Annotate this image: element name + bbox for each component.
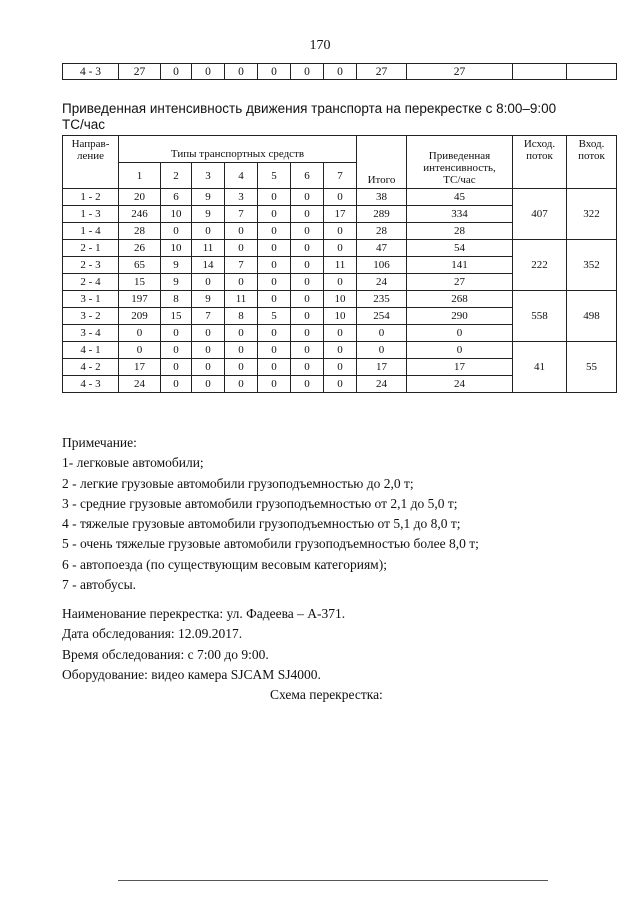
vehicle-count-cell: 0 (291, 376, 324, 393)
survey-time: Время обследования: с 7:00 до 9:00. (62, 646, 269, 662)
vehicle-count-cell: 11 (324, 257, 357, 274)
vehicle-count-cell: 14 (192, 257, 225, 274)
vehicle-count-cell: 0 (192, 359, 225, 376)
direction-cell: 3 - 1 (63, 291, 119, 308)
vehicle-count-cell: 0 (291, 274, 324, 291)
vehicle-count-cell: 0 (161, 359, 192, 376)
total-cell: 47 (357, 240, 407, 257)
direction-cell: 4 - 3 (63, 376, 119, 393)
vehicle-count-cell: 9 (161, 257, 192, 274)
survey-info (62, 604, 622, 705)
vehicle-count-cell: 0 (258, 257, 291, 274)
header-total: Итого (357, 136, 407, 189)
header-row (63, 136, 617, 163)
vehicle-count-cell: 24 (119, 376, 161, 393)
incoming-flow-cell: 352 (567, 240, 617, 291)
vehicle-count-cell: 0 (258, 223, 291, 240)
header-type-3: 3 (192, 163, 225, 189)
vehicle-count-cell: 209 (119, 308, 161, 325)
header-type-4: 4 (225, 163, 258, 189)
vehicle-count-cell: 0 (192, 325, 225, 342)
table-cell: 0 (291, 64, 324, 80)
table-cell: 27 (407, 64, 513, 80)
reduced-intensity-cell: 24 (407, 376, 513, 393)
vehicle-count-cell: 8 (161, 291, 192, 308)
incoming-flow-cell: 55 (567, 342, 617, 393)
vehicle-count-cell: 5 (258, 308, 291, 325)
vehicle-count-cell: 0 (258, 240, 291, 257)
vehicle-count-cell: 10 (324, 308, 357, 325)
header-incoming-flow: Вход. поток (567, 136, 617, 189)
vehicle-count-cell: 0 (225, 240, 258, 257)
total-cell: 235 (357, 291, 407, 308)
vehicle-count-cell: 0 (324, 189, 357, 206)
vehicle-count-cell: 26 (119, 240, 161, 257)
vehicle-count-cell: 9 (161, 274, 192, 291)
outgoing-flow-cell: 41 (513, 342, 567, 393)
table-row (63, 342, 617, 359)
table-row (63, 64, 617, 80)
vehicle-count-cell: 10 (161, 240, 192, 257)
vehicle-count-cell: 3 (225, 189, 258, 206)
direction-cell: 2 - 1 (63, 240, 119, 257)
vehicle-count-cell: 0 (225, 376, 258, 393)
direction-cell: 1 - 3 (63, 206, 119, 223)
reduced-intensity-cell: 268 (407, 291, 513, 308)
header-type-7: 7 (324, 163, 357, 189)
vehicle-count-cell: 0 (291, 206, 324, 223)
outgoing-flow-cell: 222 (513, 240, 567, 291)
vehicle-count-cell: 0 (291, 223, 324, 240)
reduced-intensity-cell: 0 (407, 342, 513, 359)
table-cell: 27 (119, 64, 161, 80)
direction-cell: 4 - 1 (63, 342, 119, 359)
header-type-6: 6 (291, 163, 324, 189)
notes-section (62, 433, 622, 595)
vehicle-count-cell: 0 (161, 325, 192, 342)
header-vehicle-types: Типы транспортных средств (119, 136, 357, 163)
vehicle-count-cell: 0 (225, 274, 258, 291)
direction-cell: 2 - 3 (63, 257, 119, 274)
intersection-name: Наименование перекрестка: ул. Фадеева – А-371. (62, 606, 346, 621)
previous-table-last-row (62, 63, 617, 80)
outgoing-flow-cell: 407 (513, 189, 567, 240)
traffic-intensity-table (62, 135, 617, 393)
vehicle-count-cell: 0 (258, 274, 291, 291)
table-cell: 4 - 3 (63, 64, 119, 80)
vehicle-count-cell: 0 (161, 376, 192, 393)
vehicle-count-cell: 7 (225, 257, 258, 274)
total-cell: 24 (357, 376, 407, 393)
incoming-flow-cell: 322 (567, 189, 617, 240)
vehicle-count-cell: 0 (258, 342, 291, 359)
direction-cell: 2 - 4 (63, 274, 119, 291)
total-cell: 17 (357, 359, 407, 376)
vehicle-count-cell: 246 (119, 206, 161, 223)
direction-cell: 3 - 4 (63, 325, 119, 342)
notes-title: Примечание: (62, 435, 137, 450)
total-cell: 289 (357, 206, 407, 223)
table-cell: 0 (225, 64, 258, 80)
vehicle-count-cell: 0 (258, 291, 291, 308)
table-cell: 0 (258, 64, 291, 80)
reduced-intensity-cell: 141 (407, 257, 513, 274)
vehicle-count-cell: 17 (119, 359, 161, 376)
vehicle-count-cell: 9 (192, 206, 225, 223)
vehicle-count-cell: 9 (192, 189, 225, 206)
vehicle-count-cell: 0 (324, 240, 357, 257)
vehicle-count-cell: 7 (225, 206, 258, 223)
note-item: 3 - средние грузовые автомобили грузоподъемностью от 2,1 до 5,0 т; (62, 495, 458, 511)
reduced-intensity-cell: 17 (407, 359, 513, 376)
table-row (63, 189, 617, 206)
total-cell: 254 (357, 308, 407, 325)
incoming-flow-cell: 498 (567, 291, 617, 342)
vehicle-count-cell: 0 (258, 359, 291, 376)
vehicle-count-cell: 0 (324, 223, 357, 240)
survey-equipment: Оборудование: видео камера SJCAM SJ4000. (62, 666, 321, 682)
vehicle-count-cell: 0 (119, 325, 161, 342)
header-reduced-intensity: Приведенная интенсивность, ТС/час (407, 136, 513, 189)
vehicle-count-cell: 0 (225, 342, 258, 359)
vehicle-count-cell: 0 (161, 342, 192, 359)
vehicle-count-cell: 0 (291, 257, 324, 274)
header-outgoing-flow: Исход. поток (513, 136, 567, 189)
survey-date: Дата обследования: 12.09.2017. (62, 626, 243, 642)
intersection-scheme-label: Схема перекрестка: (270, 687, 383, 703)
reduced-intensity-cell: 334 (407, 206, 513, 223)
note-item: 7 - автобусы. (62, 577, 137, 593)
direction-cell: 1 - 4 (63, 223, 119, 240)
reduced-intensity-cell: 28 (407, 223, 513, 240)
header-type-1: 1 (119, 163, 161, 189)
vehicle-count-cell: 0 (291, 325, 324, 342)
total-cell: 24 (357, 274, 407, 291)
header-type-5: 5 (258, 163, 291, 189)
note-item: 5 - очень тяжелые грузовые автомобили грузоподъемностью более 8,0 т; (62, 536, 479, 552)
note-item: 6 - автопоезда (по существующим весовым категориям); (62, 556, 387, 572)
table-heading-title: Приведенная интенсивность движения транспорта на перекрестке с 8:00–9:00 (62, 101, 557, 116)
vehicle-count-cell: 0 (192, 274, 225, 291)
vehicle-count-cell: 15 (119, 274, 161, 291)
vehicle-count-cell: 0 (291, 189, 324, 206)
reduced-intensity-cell: 27 (407, 274, 513, 291)
vehicle-count-cell: 65 (119, 257, 161, 274)
header-type-2: 2 (161, 163, 192, 189)
vehicle-count-cell: 0 (291, 359, 324, 376)
direction-cell: 1 - 2 (63, 189, 119, 206)
vehicle-count-cell: 17 (324, 206, 357, 223)
note-item: 1- легковые автомобили; (62, 455, 204, 471)
table-cell (567, 64, 617, 80)
page-number: 170 (309, 38, 331, 53)
table-cell (513, 64, 567, 80)
vehicle-count-cell: 0 (291, 291, 324, 308)
vehicle-count-cell: 10 (161, 206, 192, 223)
vehicle-count-cell: 0 (258, 189, 291, 206)
vehicle-count-cell: 0 (324, 359, 357, 376)
vehicle-count-cell: 0 (192, 376, 225, 393)
total-cell: 0 (357, 325, 407, 342)
table-cell: 0 (324, 64, 357, 80)
vehicle-count-cell: 20 (119, 189, 161, 206)
note-item: 2 - легкие грузовые автомобили грузоподъемностью до 2,0 т; (62, 475, 414, 491)
vehicle-count-cell: 7 (192, 308, 225, 325)
table-row (63, 240, 617, 257)
table-cell: 0 (161, 64, 192, 80)
table-row (63, 291, 617, 308)
note-item: 4 - тяжелые грузовые автомобили грузоподъемностью от 5,1 до 8,0 т; (62, 516, 461, 532)
direction-cell: 4 - 2 (63, 359, 119, 376)
vehicle-count-cell: 0 (324, 274, 357, 291)
vehicle-count-cell: 0 (192, 342, 225, 359)
reduced-intensity-cell: 0 (407, 325, 513, 342)
vehicle-count-cell: 8 (225, 308, 258, 325)
vehicle-count-cell: 15 (161, 308, 192, 325)
vehicle-count-cell: 0 (258, 206, 291, 223)
direction-cell: 3 - 2 (63, 308, 119, 325)
vehicle-count-cell: 28 (119, 223, 161, 240)
vehicle-count-cell: 0 (225, 359, 258, 376)
table-cell: 0 (192, 64, 225, 80)
vehicle-count-cell: 9 (192, 291, 225, 308)
header-direction: Направ- ление (63, 136, 119, 189)
vehicle-count-cell: 0 (192, 223, 225, 240)
total-cell: 0 (357, 342, 407, 359)
vehicle-count-cell: 0 (258, 325, 291, 342)
vehicle-count-cell: 6 (161, 189, 192, 206)
reduced-intensity-cell: 54 (407, 240, 513, 257)
total-cell: 106 (357, 257, 407, 274)
table-cell: 27 (357, 64, 407, 80)
table-heading (62, 101, 622, 133)
reduced-intensity-cell: 290 (407, 308, 513, 325)
outgoing-flow-cell: 558 (513, 291, 567, 342)
table-heading-unit: ТС/час (62, 117, 106, 132)
vehicle-count-cell: 0 (324, 325, 357, 342)
vehicle-count-cell: 0 (225, 223, 258, 240)
vehicle-count-cell: 0 (291, 308, 324, 325)
page-bottom-line (118, 880, 548, 881)
reduced-intensity-cell: 45 (407, 189, 513, 206)
vehicle-count-cell: 0 (291, 342, 324, 359)
vehicle-count-cell: 0 (291, 240, 324, 257)
total-cell: 28 (357, 223, 407, 240)
table-body (63, 189, 617, 393)
vehicle-count-cell: 197 (119, 291, 161, 308)
vehicle-count-cell: 0 (225, 325, 258, 342)
vehicle-count-cell: 11 (192, 240, 225, 257)
vehicle-count-cell: 0 (324, 342, 357, 359)
vehicle-count-cell: 0 (258, 376, 291, 393)
total-cell: 38 (357, 189, 407, 206)
vehicle-count-cell: 0 (119, 342, 161, 359)
vehicle-count-cell: 11 (225, 291, 258, 308)
vehicle-count-cell: 10 (324, 291, 357, 308)
vehicle-count-cell: 0 (324, 376, 357, 393)
vehicle-count-cell: 0 (161, 223, 192, 240)
